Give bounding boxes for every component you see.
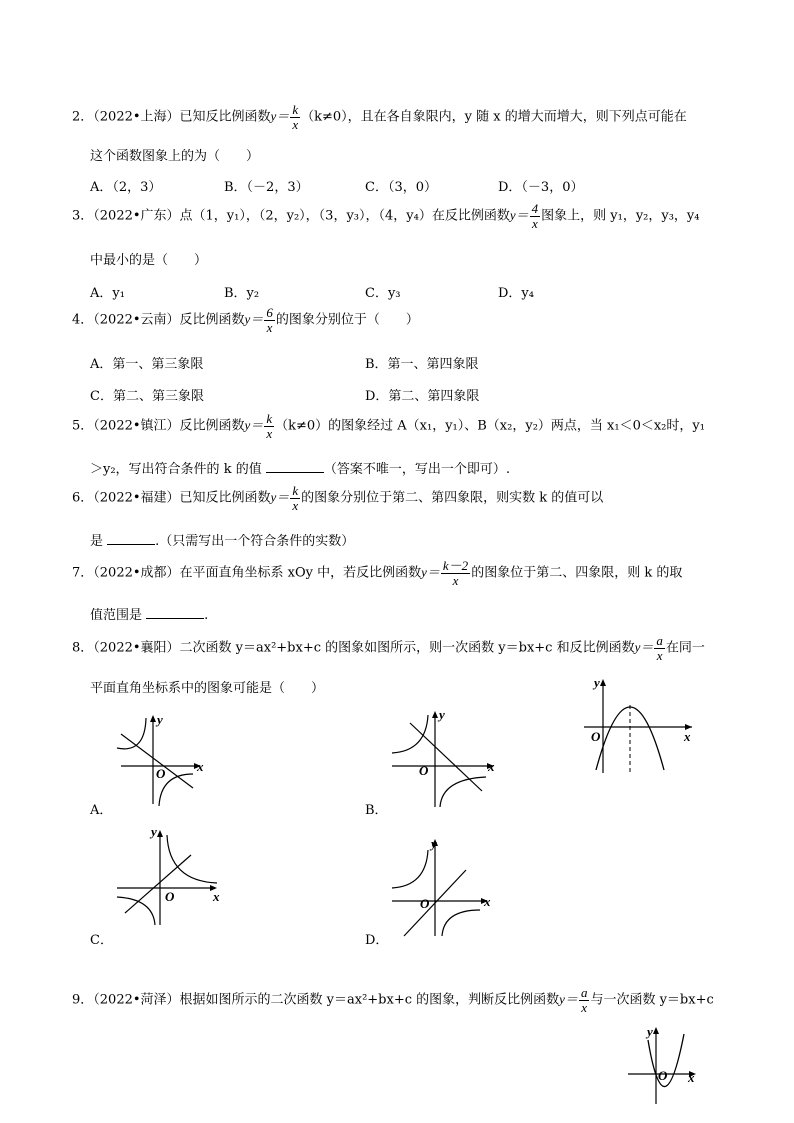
svg-text:x: x bbox=[484, 894, 491, 909]
svg-text:y: y bbox=[157, 712, 163, 727]
q2-fraction: $\frac{k}{x}$ bbox=[292, 102, 299, 132]
q8-fraction: $\frac{a}{x}$ bbox=[656, 633, 663, 663]
q4-option-b: B．第一、第四象限 bbox=[365, 357, 479, 372]
q8-stem-line1: 8．（2022•襄阳）二次函数 y＝ax²+bx+c 的图象如图所示，则一次函数 y＝bx+c 和反比例函数y＝ $\frac{a}{x}$ 在同一 bbox=[72, 633, 705, 663]
svg-text:x: x bbox=[213, 889, 220, 904]
q3-fraction: $\frac{4}{x}$ bbox=[531, 201, 539, 231]
svg-text:y: y bbox=[439, 707, 445, 722]
svg-text:y: y bbox=[431, 836, 437, 851]
q2-option-b: B．（－2，3） bbox=[224, 180, 309, 195]
q5-answer-blank[interactable] bbox=[266, 472, 324, 473]
q2-y-eq: y＝ bbox=[270, 108, 290, 124]
q2-option-c: C．（3，0） bbox=[365, 180, 437, 195]
svg-text:O: O bbox=[420, 896, 430, 911]
q8-option-a-graph bbox=[113, 712, 213, 812]
svg-text:O: O bbox=[419, 763, 429, 778]
q8-option-d-graph bbox=[390, 838, 500, 938]
axis-x-label: x bbox=[684, 729, 691, 744]
q7-fraction: $\frac{k-2}{x}$ bbox=[442, 558, 469, 588]
svg-text:x: x bbox=[488, 759, 495, 774]
q3-rest: 图象上，则 y₁，y₂，y₃，y₄ bbox=[541, 208, 700, 224]
svg-text:x: x bbox=[688, 1070, 695, 1085]
q3-head: 3．（2022•广东）点（1，y₁），（2，y₂），（3，y₃），（4，y₄）在反比例函数 bbox=[72, 208, 510, 224]
q2-option-a: A．（2，3） bbox=[90, 180, 162, 195]
q8-option-c-graph bbox=[113, 825, 223, 925]
q3-stem-line1: 3．（2022•广东）点（1，y₁），（2，y₂），（3，y₃），（4，y₄）在反比例函数y＝ $\frac{4}{x}$ 图象上，则 y₁，y₂，y₃，y₄ bbox=[72, 201, 700, 231]
q9-stem: 9．（2022•菏泽）根据如图所示的二次函数 y＝ax²+bx+c 的图象，判断反比例函数y＝ $\frac{a}{x}$ 与一次函数 y＝bx+c bbox=[72, 985, 714, 1015]
q6-stem-line1: 6．（2022•福建）已知反比例函数y＝ $\frac{k}{x}$ 的图象分别位于第二、第四象限，则实数 k 的值可以 bbox=[72, 483, 604, 513]
svg-text:O: O bbox=[658, 1068, 668, 1083]
svg-text:O: O bbox=[156, 766, 166, 781]
q8-reference-parabola-figure bbox=[580, 675, 700, 775]
q8-option-b-label[interactable]: B． bbox=[365, 803, 388, 818]
q4-option-a: A．第一、第三象限 bbox=[90, 357, 204, 372]
q6-stem-line2: 是 .（只需写出一个符合条件的实数） bbox=[90, 534, 355, 549]
q7-stem-line2: 值范围是 . bbox=[90, 608, 209, 623]
q2-option-d: D．（－3，0） bbox=[498, 180, 584, 195]
q5-stem-line2: ＞y₂，写出符合条件的 k 的值 （答案不唯一，写出一个即可）. bbox=[90, 462, 510, 477]
q4-stem: 4．（2022•云南）反比例函数y＝ $\frac{6}{x}$ 的图象分别位于（ ） bbox=[72, 305, 419, 335]
q9-fraction: $\frac{a}{x}$ bbox=[580, 985, 588, 1015]
q7-answer-blank[interactable] bbox=[146, 618, 204, 619]
q3-option-c: C．y₃ bbox=[365, 286, 401, 301]
q9-parabola-figure bbox=[626, 1024, 706, 1104]
q4-fraction: $\frac{6}{x}$ bbox=[266, 305, 273, 335]
svg-text:O: O bbox=[165, 889, 175, 904]
origin-label: O bbox=[591, 729, 601, 744]
q3-option-b: B．y₂ bbox=[224, 286, 260, 301]
q5-stem-line1: 5．（2022•镇江）反比例函数y＝ $\frac{k}{x}$ （k≠0）的图象经过 A（x₁，y₁）、B（x₂，y₂）两点，当 x₁＜0＜x₂时，y₁ bbox=[72, 411, 705, 441]
q4-option-c: C．第二、第三象限 bbox=[90, 389, 204, 404]
q2-stem-line2: 这个函数图象上的为（ ） bbox=[90, 149, 260, 164]
q3-stem-line2: 中最小的是（ ） bbox=[90, 253, 208, 268]
q3-option-a: A．y₁ bbox=[90, 286, 125, 301]
q7-stem-line1: 7．（2022•成都）在平面直角坐标系 xOy 中，若反比例函数y＝ $\frac{k-2}{x}$ 的图象位于第二、四象限，则 k 的取 bbox=[72, 558, 683, 588]
axis-y-label: y bbox=[594, 675, 600, 690]
q5-fraction: $\frac{k}{x}$ bbox=[266, 411, 273, 441]
q8-stem-line2: 平面直角坐标系中的图象可能是（ ） bbox=[90, 681, 325, 696]
q2-number: 2．（2022•上海）已知反比例函数 bbox=[72, 109, 271, 125]
q3-option-d: D．y₄ bbox=[498, 286, 534, 301]
q6-answer-blank[interactable] bbox=[107, 544, 155, 545]
svg-text:y: y bbox=[151, 824, 157, 839]
q6-fraction: $\frac{k}{x}$ bbox=[292, 483, 299, 513]
q2-stem-line1 bbox=[72, 103, 687, 131]
svg-text:y: y bbox=[647, 1024, 653, 1039]
q8-option-d-label[interactable]: D． bbox=[365, 933, 389, 948]
q8-option-b-graph bbox=[390, 709, 500, 809]
q8-option-a-label[interactable]: A． bbox=[90, 803, 113, 818]
q4-option-d: D．第二、第四象限 bbox=[365, 389, 480, 404]
svg-text:x: x bbox=[197, 759, 204, 774]
q2-rest: y 随 x 的增大而增大，则下列点可能在 bbox=[464, 109, 687, 125]
q2-condition: （k≠0），且在各自象限内， bbox=[301, 109, 465, 125]
q8-option-c-label[interactable]: C． bbox=[90, 933, 113, 948]
